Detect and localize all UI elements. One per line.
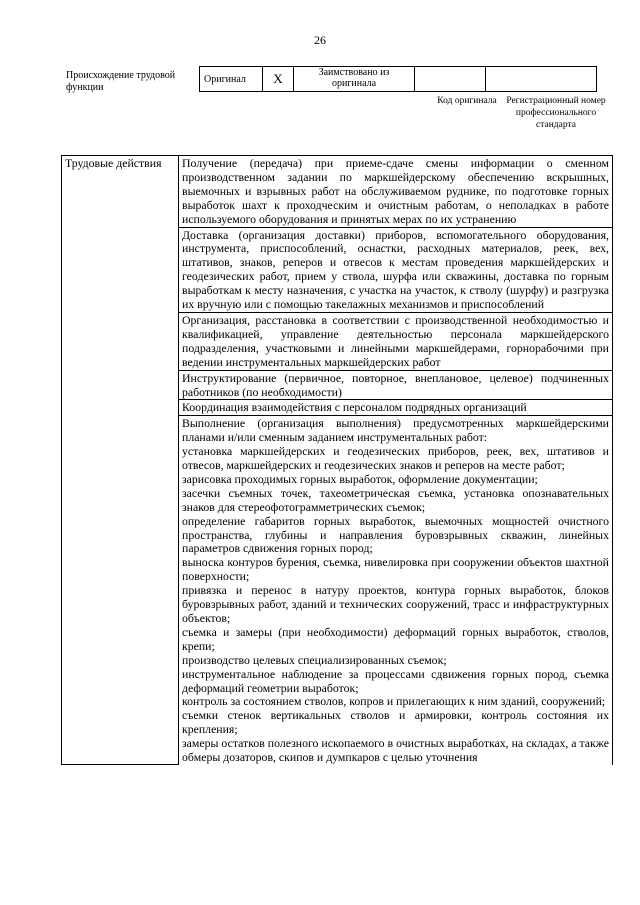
list-item: выноска контуров бурения, съемка, нивелировка при сооружении объектов шахтной поверхности; xyxy=(182,555,609,584)
list-item: съемки стенок вертикальных стволов и армировки, контроль состояния их крепления; xyxy=(182,708,609,737)
list-item: привязка и перенос в натуру проектов, контура горных выработок, блоков буровзрывных работ, зданий и технических сооружений, трасс и инфраструктурных объектов; xyxy=(182,583,609,625)
origin-label: Происхождение трудовой функции xyxy=(66,70,176,93)
list-item: определение габаритов горных выработок, выемочных мощностей очистного пространства, глубины и направления буровзрывных скважин, линейных параметров сдвижения горных пород; xyxy=(182,513,609,556)
list-item: съемка и замеры (при необходимости) деформаций горных выработок, стволов, крепи; xyxy=(182,624,609,653)
table-row: Организация, расстановка в соответствии с производственной необходимостью и квалификацией, управление деятельностью персонала маркшейдерского подразделения, участковыми и линейными маркшейдерами, горнорабочими при ведении инструментальных маркшейдерских работ xyxy=(179,312,613,370)
list-item: замеры остатков полезного ископаемого в очистных выработках, на складах, а также обмеры дозаторов, скипов и думпкаров с целью уточнения xyxy=(182,736,609,765)
list-item: инструментальное наблюдение за процессами сдвижения горных пород, съемка деформаций геометрии выработок; xyxy=(182,666,609,695)
list-item: производство целевых специализированных съемок; xyxy=(182,652,447,667)
borrowed-label: Заимствовано из оригинала xyxy=(294,67,415,92)
origin-table xyxy=(199,66,597,92)
list-item: установка маркшейдерских и геодезических приборов, реек, вех, штативов и отвесов, маркшейдерских и геодезических знаков и реперов на месте работ; xyxy=(182,444,609,473)
code-cell xyxy=(415,67,486,92)
table-row-instrumental-works xyxy=(179,416,613,765)
table-row: Инструктирование (первичное, повторное, внеплановое, целевое) подчиненных работников (по необходимости) xyxy=(179,370,613,400)
list-item: зарисовка проходимых горных выработок, оформление документации; xyxy=(182,471,538,486)
labor-actions-label: Трудовые действия xyxy=(62,156,179,765)
list-item: засечки съемных точек, тахеометрическая съемка, установка опознавательных знаков для стереофотограмметрических съемок; xyxy=(182,485,609,514)
code-caption: Код оригинала xyxy=(437,96,497,106)
table-row: Получение (передача) при приеме-сдаче смены информации о сменном производственном задании по маркшейдерскому обеспечению вскрышных, выемочных и взрывных работ на обслуживаемом руднике, по подготовке горных выработок шахт к проходческим и очистным работам, о неполадках в работе используемого оборудования и принятых мерах по их устранению xyxy=(179,156,613,228)
labor-actions-table xyxy=(61,155,613,765)
page-number: 26 xyxy=(314,33,326,47)
original-label: Оригинал xyxy=(200,67,263,92)
table-row: Доставка (организация доставки) приборов, вспомогательного оборудования, инструмента, приспособлений, оснастки, расходных материалов, реек, вех, штативов, знаков, реперов и отвесов к местам проведения маркшейдерских и геодезических работ, прием у ствола, шурфа или скважины, доставка по горным выработкам к месту назначения, с участка на участок, к стволу (шурфу) и разгрузка их вручную или с помощью такелажных механизмов и приспособлений xyxy=(179,227,613,312)
list-item: контроль за состоянием стволов, копров и прилегающих к ним зданий, сооружений; xyxy=(182,694,606,709)
reg-number-cell xyxy=(486,67,597,92)
reg-caption: Регистрационный номер профессионального стандарта xyxy=(506,96,606,130)
table-row: Координация взаимодействия с персоналом подрядных организаций xyxy=(179,400,613,416)
list-item: Выполнение (организация выполнения) предусмотренных маркшейдерскими планами и/или сменным заданием инструментальных работ: xyxy=(182,416,609,445)
original-mark: X xyxy=(263,67,294,92)
